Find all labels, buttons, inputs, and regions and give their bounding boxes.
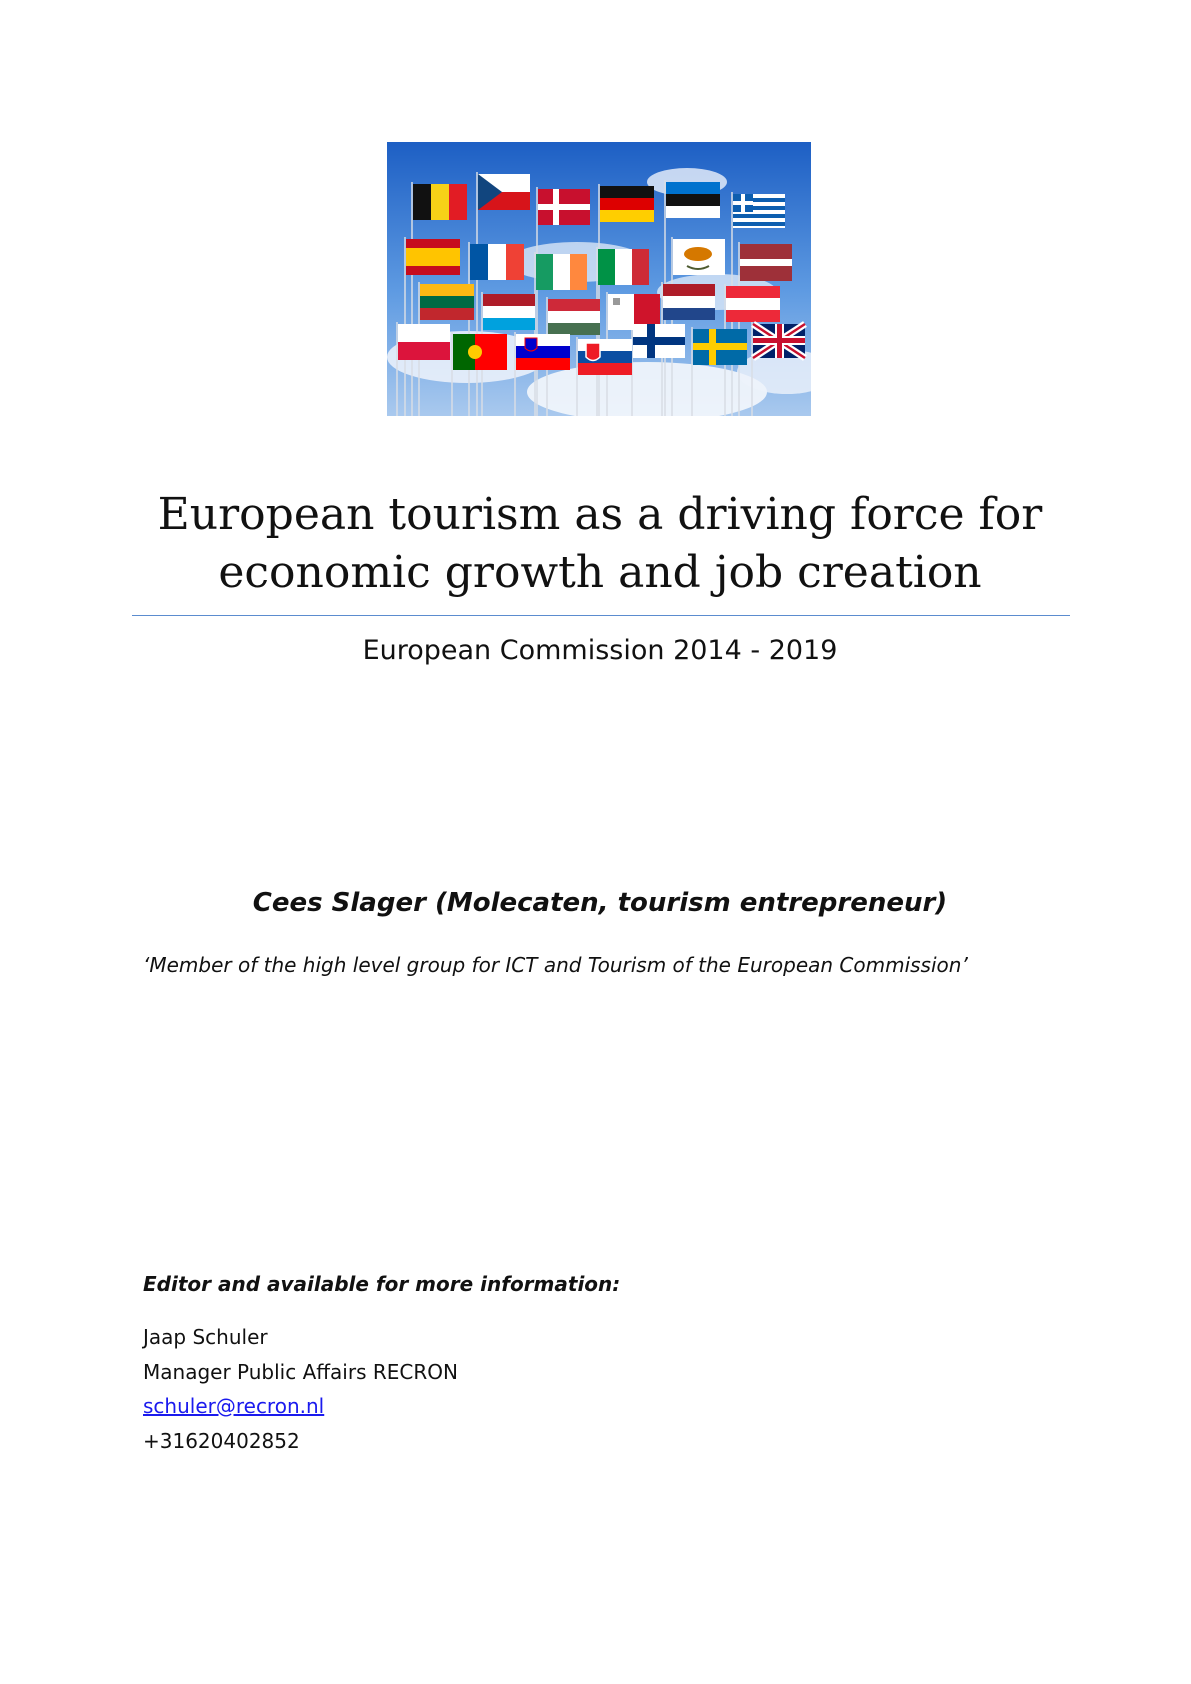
document-title — [130, 486, 1070, 602]
editor-position: Manager Public Affairs RECRON — [143, 1359, 458, 1384]
document-subtitle: European Commission 2014 - 2019 — [362, 635, 838, 666]
eu-flags-image — [387, 142, 811, 416]
author-role: ‘Member of the high level group for ICT and Tourism of the European Commission’ — [143, 953, 968, 977]
editor-name: Jaap Schuler — [143, 1325, 268, 1349]
editor-phone: +31620402852 — [143, 1428, 300, 1453]
author-name: Cees Slager (Molecaten, tourism entrepreneur) — [252, 888, 948, 918]
editor-contact-block — [143, 1320, 458, 1458]
title-line-2: economic growth and job creation — [218, 547, 982, 598]
title-line-1: European tourism as a driving force for — [157, 489, 1043, 540]
editor-heading: Editor and available for more information: — [143, 1272, 621, 1296]
title-divider — [132, 615, 1070, 616]
editor-email-link[interactable]: schuler@recron.nl — [143, 1394, 325, 1418]
